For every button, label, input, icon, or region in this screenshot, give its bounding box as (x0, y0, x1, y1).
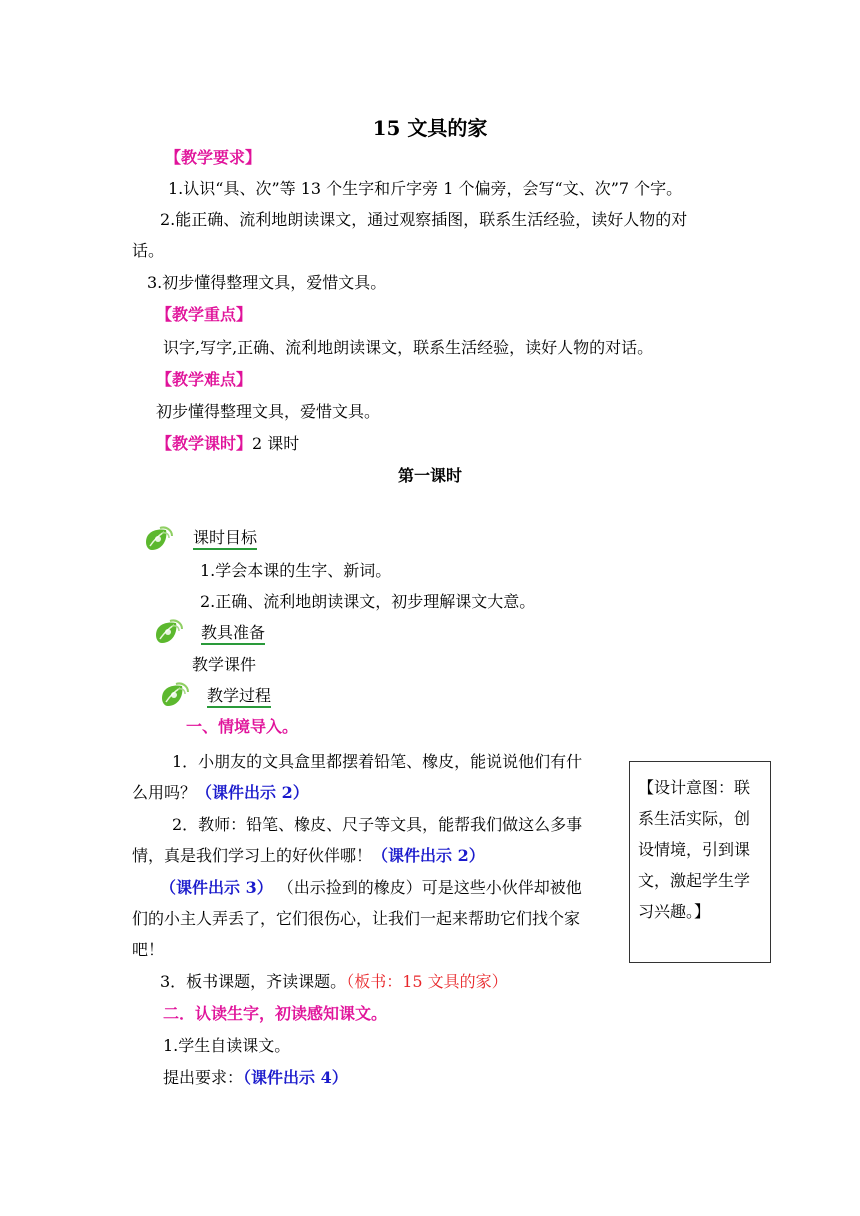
step-2-line-4: 们的小主人弄丢了，它们很伤心，让我们一起来帮助它们找个家 (132, 909, 581, 928)
requirement-3: 3.初步懂得整理文具，爱惜文具。 (147, 273, 387, 292)
step-2-line-1: 2．教师：铅笔、橡皮、尺子等文具，能帮我们做这么多事 (172, 815, 583, 834)
step-1-line-1: 1．小朋友的文具盒里都摆着铅笔、橡皮，能说说他们有什 (172, 752, 583, 771)
goal-1: 1.学会本课的生字、新词。 (200, 561, 392, 580)
key-points-text: 识字,写字,正确、流利地朗读课文，联系生活经验，读好人物的对话。 (163, 338, 654, 357)
goal-2: 2.正确、流利地朗读课文，初步理解课文大意。 (200, 592, 536, 611)
difficulties-text: 初步懂得整理文具，爱惜文具。 (156, 402, 381, 421)
class-hours-value: 2 课时 (252, 434, 300, 453)
leaf-icon (158, 680, 192, 710)
section-2-step-1: 1.学生自读课文。 (163, 1036, 291, 1055)
courseware-ref: （课件出示 2） (196, 783, 309, 802)
section-2-heading: 二．认读生字，初读感知课文。 (163, 1004, 388, 1023)
leaf-icon (142, 524, 176, 554)
prep-heading: 教具准备 (201, 623, 270, 643)
lesson-title: 第一课时 (397, 466, 462, 485)
step-3: 3．板书课题，齐读课题。（板书：15 文具的家） (160, 972, 508, 991)
courseware-ref: （课件出示 3） (160, 878, 273, 897)
requirement-2-line-1: 2.能正确、流利地朗读课文，通过观察插图，联系生活经验，读好人物的对 (160, 210, 688, 229)
page-title: 15 文具的家 (372, 116, 488, 140)
leaf-icon (152, 617, 186, 647)
class-hours-line (156, 434, 299, 454)
board-note: （板书：15 文具的家） (346, 972, 508, 991)
goal-heading: 课时目标 (193, 528, 272, 548)
courseware-ref: （课件出示 4） (243, 1068, 348, 1087)
teaching-requirements-heading: 【教学要求】 (165, 148, 262, 167)
design-intent-box: 【设计意图：联系生活实际，创设情境，引到课文，激起学生学习兴趣。】 (629, 761, 771, 963)
prep-text: 教学课件 (192, 655, 257, 674)
section-1-heading: 一、情境导入。 (186, 717, 299, 736)
step-1-line-2: 么用吗？（课件出示 2） (132, 783, 309, 802)
step-2-line-2: 情，真是我们学习上的好伙伴哪！（课件出示 2） (132, 846, 485, 865)
requirement-2-line-2: 话。 (132, 241, 165, 260)
requirement-1: 1.认识“具、次”等 13 个生字和斤字旁 1 个偏旁，会写“文、次”7 个字。 (168, 179, 683, 198)
courseware-ref: （课件出示 2） (372, 846, 485, 865)
process-heading: 教学过程 (207, 686, 281, 706)
section-2-step-2: 提出要求：（课件出示 4） (163, 1068, 348, 1087)
difficulties-heading: 【教学难点】 (156, 370, 253, 389)
class-hours-heading: 【教学课时】 (156, 434, 253, 453)
key-points-heading: 【教学重点】 (156, 305, 253, 324)
step-2-line-3: （课件出示 3） （出示捡到的橡皮）可是这些小伙伴却被他 (160, 878, 582, 897)
step-2-line-5: 吧！ (132, 940, 165, 959)
